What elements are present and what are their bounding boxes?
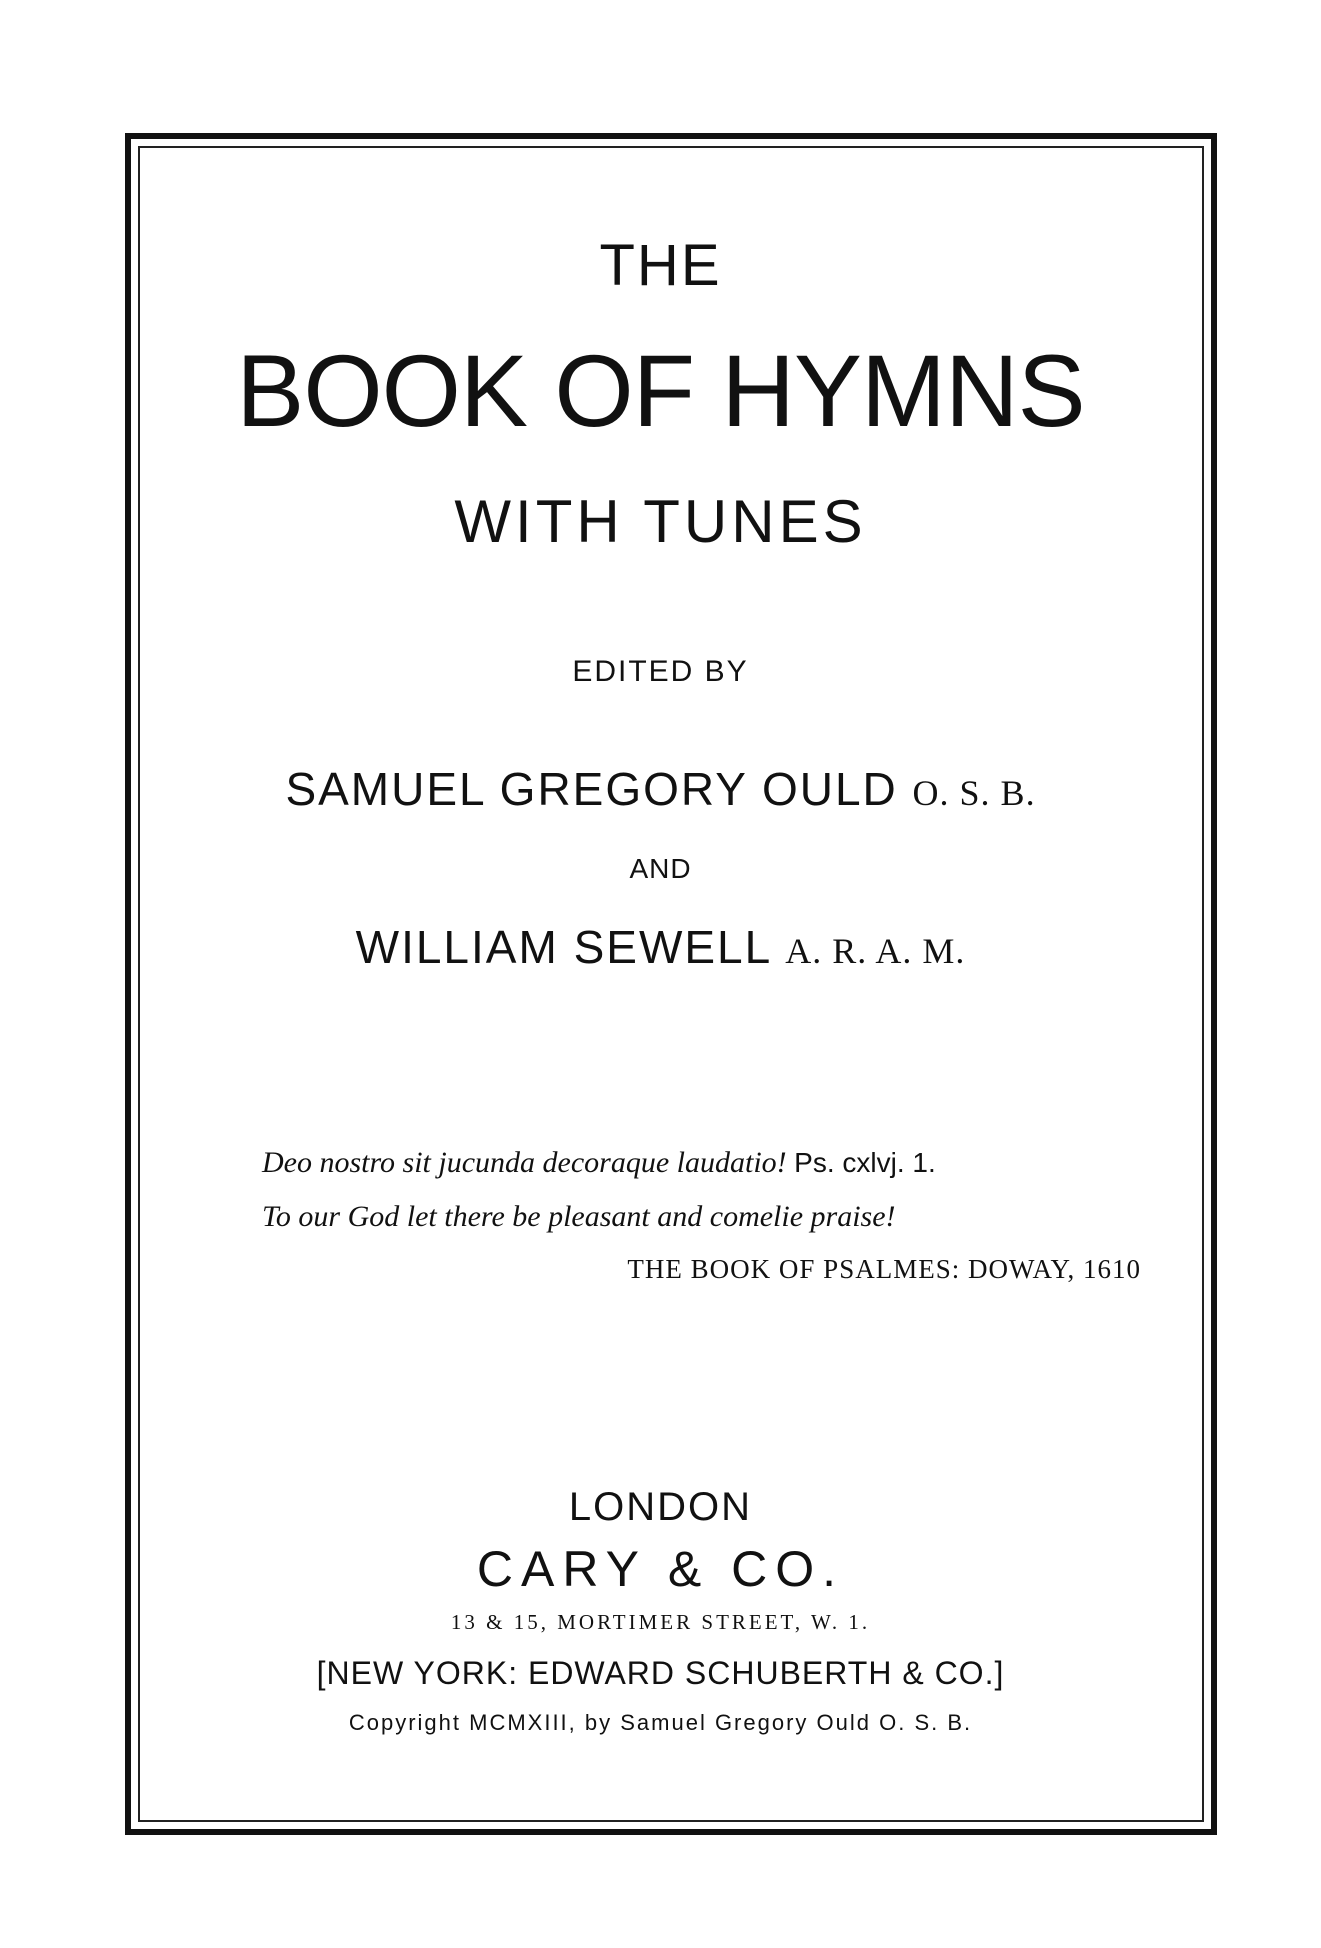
imprint-publisher: CARY & CO. [476, 1541, 845, 1597]
editor-2-name: WILLIAM SEWELL [355, 921, 771, 973]
editor-1-suffix: O. S. B. [912, 773, 1036, 813]
epigraph-latin-text: Deo nostro sit jucunda decoraque laudatio! [262, 1146, 787, 1179]
epigraph-english-text: To our God let there be pleasant and comelie praise! [262, 1200, 896, 1233]
copyright-notice: Copyright MCMXIII, by Samuel Gregory Ould O. S. B. [348, 1710, 973, 1735]
imprint-city: LONDON [568, 1485, 753, 1529]
epigraph-source: THE BOOK OF PSALMES: DOWAY, 1610 [627, 1254, 1141, 1284]
book-subtitle: WITH TUNES [454, 488, 867, 555]
imprint-new-york: [NEW YORK: EDWARD SCHUBERTH & CO.] [316, 1655, 1005, 1691]
and-label: AND [629, 853, 692, 884]
imprint-address: 13 & 15, MORTIMER STREET, W. 1. [450, 1610, 871, 1634]
editor-2 [0, 920, 1321, 974]
editor-1-name: SAMUEL GREGORY OULD [285, 763, 898, 815]
editor-1 [0, 762, 1321, 816]
edited-by-label: EDITED BY [572, 655, 749, 688]
book-title: BOOK OF HYMNS [236, 334, 1085, 448]
epigraph-reference: Ps. cxlvj. 1. [794, 1147, 936, 1178]
title-article: THE [599, 233, 722, 298]
editor-2-suffix: A. R. A. M. [785, 931, 966, 971]
epigraph-english [262, 1200, 896, 1234]
epigraph-latin [262, 1146, 936, 1180]
